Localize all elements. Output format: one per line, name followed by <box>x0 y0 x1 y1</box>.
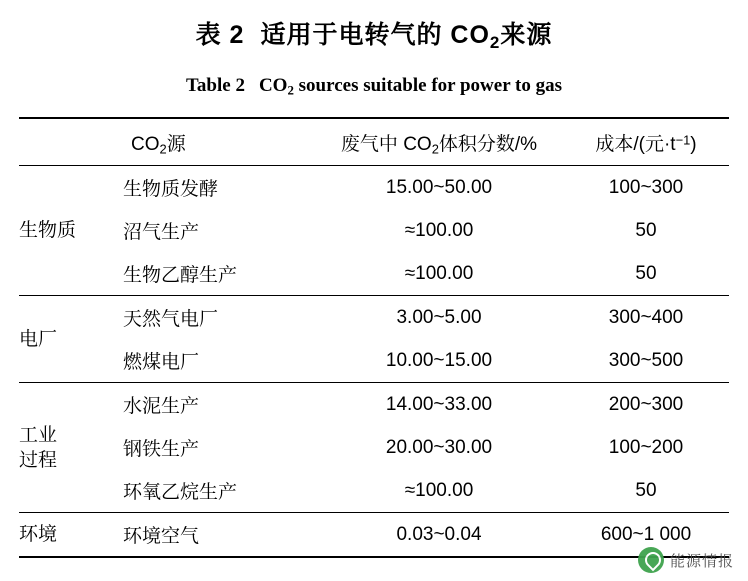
leaf-logo-icon <box>638 547 664 573</box>
source-cell: 天然气电厂 <box>123 296 315 340</box>
title-cn-text-after: 来源 <box>500 21 553 49</box>
category-cell-industrial-process <box>19 383 123 513</box>
table-row <box>19 426 729 469</box>
watermark-text: 能源情报 <box>669 552 734 570</box>
volume-cell: 3.00~5.00 <box>315 296 563 340</box>
header-volume-post: 体积分数/% <box>438 133 538 155</box>
header-source-sub: 2 <box>159 141 167 157</box>
source-cell: 钢铁生产 <box>123 439 200 461</box>
category-cell-biomass: 生物质 <box>19 220 77 242</box>
table-row <box>19 469 729 513</box>
source-cell: 生物乙醇生产 <box>123 265 238 287</box>
table-number-cn: 表 2 <box>195 21 245 49</box>
volume-cell: ≈100.00 <box>404 219 474 241</box>
cost-cell: 50 <box>635 479 657 501</box>
title-en-text-before: CO <box>258 74 288 96</box>
cost-cell: 50 <box>635 219 657 241</box>
cost-cell: 100~300 <box>608 176 684 198</box>
header-cost-sup: −1 <box>675 132 691 148</box>
header-source-pre: CO <box>131 133 160 155</box>
source-cell: 环氧乙烷生产 <box>123 482 238 504</box>
cost-cell: 50 <box>635 262 657 284</box>
table-row <box>19 513 729 558</box>
source-cell: 燃煤电厂 <box>123 352 200 374</box>
table-row <box>19 383 729 427</box>
cost-cell: 300~500 <box>608 349 684 371</box>
table-row <box>19 296 729 340</box>
volume-cell: 14.00~33.00 <box>315 383 563 427</box>
source-cell: 环境空气 <box>123 513 315 558</box>
category-cell-environment: 环境 <box>19 513 123 558</box>
category-line-1: 工业 <box>19 424 58 446</box>
table-bottom-rule <box>19 557 729 558</box>
header-cost-pre: 成本/(元·t <box>595 133 676 155</box>
table-header-row <box>19 119 729 166</box>
source-cell: 生物质发酵 <box>123 179 219 201</box>
header-cost <box>563 119 729 166</box>
co2-sources-table <box>19 117 729 558</box>
volume-cell: ≈100.00 <box>404 479 474 501</box>
table-page <box>0 18 748 581</box>
title-en-subscript: 2 <box>287 82 294 98</box>
cost-cell: 600~1 000 <box>563 513 729 558</box>
volume-cell: 20.00~30.00 <box>385 436 493 458</box>
header-cost-post: ) <box>690 133 697 155</box>
header-source <box>123 119 315 166</box>
watermark-badge <box>638 547 734 573</box>
cost-cell: 200~300 <box>563 383 729 427</box>
header-volume-pre: 废气中 CO <box>340 133 432 155</box>
volume-cell: ≈100.00 <box>404 262 474 284</box>
table-number-en: Table 2 <box>185 74 245 96</box>
title-cn-subscript: 2 <box>489 32 501 52</box>
header-category <box>19 119 123 166</box>
header-source-post: 源 <box>166 133 186 155</box>
source-cell: 水泥生产 <box>123 383 315 427</box>
volume-cell: 15.00~50.00 <box>385 176 493 198</box>
table-title-chinese <box>10 18 738 60</box>
table-title-english <box>10 73 738 104</box>
table-row <box>19 166 729 210</box>
volume-cell: 10.00~15.00 <box>385 349 493 371</box>
title-cn-text-before: 适用于电转气的 CO <box>260 21 490 49</box>
table-row <box>19 209 729 252</box>
title-en-text-after: sources suitable for power to gas <box>298 74 563 96</box>
category-line-2: 过程 <box>19 449 58 471</box>
category-cell-power-plant: 电厂 <box>19 296 123 383</box>
table-row <box>19 252 729 296</box>
cost-cell: 100~200 <box>608 436 684 458</box>
header-volume-fraction <box>315 119 563 166</box>
cost-cell: 300~400 <box>563 296 729 340</box>
volume-cell: 0.03~0.04 <box>315 513 563 558</box>
header-volume-sub: 2 <box>431 141 439 157</box>
source-cell: 沼气生产 <box>123 222 200 244</box>
table-row <box>19 339 729 383</box>
